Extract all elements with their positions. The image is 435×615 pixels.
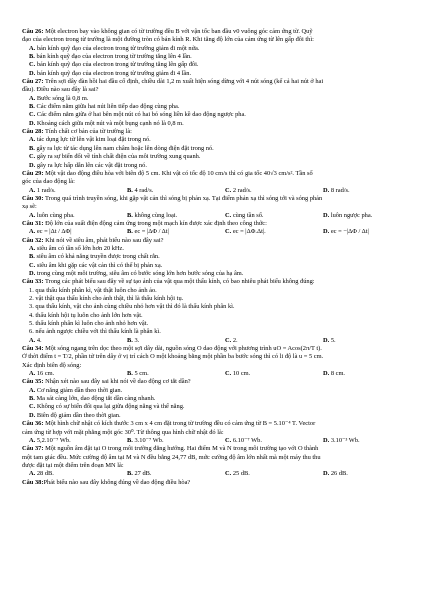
option-letter: A. [29, 44, 36, 52]
option-text: 5 cm. [134, 370, 149, 378]
option-text: 25 dB. [232, 470, 250, 478]
answer-option [22, 320, 421, 328]
option-text: ec = |Δt / ΔΦ| [36, 228, 72, 236]
answer-option [29, 470, 127, 478]
option-letter: D. [323, 336, 330, 344]
answer-option [323, 470, 421, 478]
answer-options-row [22, 437, 421, 445]
option-text: 3.10⁻³ Wb. [330, 436, 360, 444]
question-number: Câu 31: [22, 219, 44, 227]
answer-option [323, 337, 421, 345]
answer-options-row [22, 212, 421, 220]
option-text: 5. thấu kính phân kì luôn cho ảnh nhỏ hơn vật. [29, 320, 149, 328]
question-number: Câu 38: [22, 478, 44, 486]
option-letter: D. [323, 228, 330, 236]
answer-option [225, 212, 323, 220]
answer-option [29, 370, 127, 378]
question-number: Câu 26: [22, 28, 44, 35]
answer-option [22, 262, 421, 270]
answer-option [127, 470, 225, 478]
option-text: gây ra lực hấp dẫn lên các vật đặt trong nó. [35, 161, 147, 169]
option-text: 28 dB. [36, 470, 54, 478]
option-text: Cơ năng giảm dần theo thời gian. [35, 386, 123, 394]
option-text: ec = −|ΔΦ / Δt| [330, 228, 369, 236]
option-text: cùng tần số. [232, 211, 264, 219]
answer-option [22, 103, 421, 111]
question-text: Độ lớn của suất điện động cảm ứng trong một mạch kín được xác định theo công thức: [43, 219, 267, 227]
answer-option [22, 253, 421, 261]
option-text: bán kính quỹ đạo của electron trong từ trường giảm đi một nửa. [35, 44, 200, 52]
answer-option [323, 228, 421, 236]
option-letter: A. [29, 244, 36, 252]
answer-option [29, 228, 127, 236]
option-text: 6.10⁻⁷ Wb. [232, 436, 262, 444]
question-line [22, 378, 421, 386]
option-letter: A. [29, 336, 36, 344]
answer-option [323, 212, 421, 220]
option-letter: C. [29, 61, 36, 69]
question-number: Câu 37: [22, 445, 44, 453]
answer-option [22, 287, 421, 295]
question-number: Câu 34: [22, 345, 44, 353]
answer-option [22, 403, 421, 411]
option-text: bán kính quỹ đạo của electron trong từ trường tăng lên 4 lần. [34, 53, 192, 61]
answer-option [225, 437, 323, 445]
answer-option [22, 270, 421, 278]
answer-option [127, 228, 225, 236]
option-letter: C. [29, 153, 36, 161]
answer-option [323, 187, 421, 195]
option-text: 4. thấu kính hội tụ luôn cho ảnh lớn hơn vật. [29, 311, 143, 319]
option-text: Các điểm nằm giữa hai nút liên tiếp dao động cùng pha. [34, 103, 180, 111]
option-letter: A. [29, 211, 36, 219]
answer-option [22, 70, 421, 78]
option-letter: D. [323, 186, 330, 194]
option-text: gây ra sự biến đổi về tính chất điện của môi trường xung quanh. [35, 153, 201, 161]
option-text: bán kính quỹ đạo của electron trong từ trường tăng lên gấp đôi. [35, 61, 199, 69]
answer-option [323, 437, 421, 445]
answer-option [22, 61, 421, 69]
option-text: 8 rad/s. [330, 186, 350, 194]
option-letter: A. [29, 370, 36, 378]
question-line [22, 237, 421, 245]
answer-option [22, 162, 421, 170]
answer-options-row [22, 187, 421, 195]
option-letter: A. [29, 186, 36, 194]
option-letter: D. [29, 69, 36, 77]
option-text: siêu âm có khả năng truyền được trong chất rắn. [34, 253, 160, 261]
option-letter: B. [29, 53, 35, 61]
option-text: 2. vật thật qua thấu kính cho ảnh thật, thì là thấu kính hội tụ. [29, 295, 184, 302]
option-text: Khoảng cách giữa một nút và một bụng cạnh nó là 0,8 m. [35, 119, 184, 127]
option-text: 3.10⁻⁷ Wb. [134, 436, 164, 444]
option-text: 5. [330, 336, 336, 344]
answer-option [22, 136, 421, 144]
option-letter: A. [29, 436, 36, 444]
answer-option [22, 53, 421, 61]
option-letter: B. [127, 211, 133, 219]
option-letter: A. [29, 228, 36, 236]
option-text: gây ra lực từ tác dụng lên nam châm hoặc lên dòng điện đặt trong nó. [34, 144, 214, 152]
option-text: siêu âm có tần số lớn hơn 20 kHz. [35, 244, 124, 252]
answer-option [29, 437, 127, 445]
option-letter: B. [127, 336, 133, 344]
option-text: 27 dB. [134, 470, 152, 478]
option-letter: A. [29, 136, 36, 144]
question-text: Một electron bay vào không gian có từ trường đều B với vận tốc ban đầu v0 vuông góc cảm ứng từ. Quỹ [43, 28, 313, 35]
option-letter: D. [29, 119, 36, 127]
option-letter: D. [29, 161, 36, 169]
option-letter: C. [225, 186, 232, 194]
answer-option [22, 111, 421, 119]
question-line [22, 479, 421, 487]
answer-option [225, 337, 323, 345]
option-letter: D. [323, 470, 330, 478]
option-letter: B. [29, 144, 35, 152]
option-text: 4. [36, 336, 42, 344]
question-text-line: Xác định biên độ sóng: [22, 361, 82, 369]
option-text: Bước sóng là 0,8 m. [35, 94, 89, 102]
option-text: 26 dB. [330, 470, 348, 478]
answer-option [22, 120, 421, 128]
question-number: Câu 29: [22, 169, 44, 177]
option-letter: D. [323, 211, 330, 219]
question-text: Trong các phát biểu sau đây về sự tạo ảnh của vật qua một thấu kính, có bao nhiêu phát biểu không đúng: [43, 278, 315, 286]
option-letter: B. [29, 395, 35, 403]
option-text: 8 cm. [330, 370, 346, 378]
answer-option [22, 312, 421, 320]
option-text: luôn cùng pha. [36, 211, 75, 219]
option-text: Biên độ giảm dần theo thời gian. [35, 411, 121, 419]
answer-option [323, 370, 421, 378]
option-letter: B. [29, 103, 35, 111]
answer-option [225, 187, 323, 195]
option-text: 16 cm. [36, 370, 55, 378]
answer-option [22, 303, 421, 311]
option-text: không cùng loại. [134, 211, 178, 219]
option-letter: D. [29, 269, 36, 277]
option-letter: B. [29, 253, 35, 261]
question-number: Câu 30: [22, 194, 44, 202]
option-letter: D. [29, 411, 36, 419]
question-line [22, 420, 421, 428]
question-text-line: góc của dao động là: [22, 178, 75, 186]
option-text: 3. [134, 336, 140, 344]
option-text: luôn ngược pha. [330, 211, 373, 219]
option-letter: B. [127, 228, 133, 236]
question-text: Trên sợi dây đàn hồi hai đầu cố định, chiều dài 1,2 m xuất hiện sóng dừng với 4 nút sóng (kể cả hai nút ở hai [43, 78, 324, 86]
option-text: tác dụng lực từ lên vật kim loại đặt trong nó. [35, 136, 151, 144]
option-letter: C. [29, 403, 36, 411]
answer-options-row [22, 470, 421, 478]
answer-option [22, 395, 421, 403]
option-text: trong cùng một môi trường, siêu âm có bước sóng lớn hơn bước sóng của hạ âm. [35, 269, 244, 277]
option-letter: C. [29, 261, 36, 269]
option-text: Các điểm nằm giữa ở hai bên một nút có hai bó sóng liền kề dao động ngược pha. [35, 111, 246, 119]
answer-option [127, 212, 225, 220]
question-number: Câu 33: [22, 278, 44, 286]
option-letter: A. [29, 94, 36, 102]
option-letter: C. [225, 436, 232, 444]
option-letter: B. [127, 436, 133, 444]
option-text: 6. nếu ảnh ngược chiều với thì thấu kính là phân kì. [29, 328, 161, 336]
option-text: 2. [232, 336, 238, 344]
answer-option [127, 337, 225, 345]
question-text: Phát biểu nào sau đây không đúng về dao động điều hòa? [43, 478, 191, 486]
question-number: Câu 32: [22, 236, 44, 244]
question-line [22, 28, 421, 36]
question-number: Câu 27: [22, 78, 44, 86]
answer-option [22, 153, 421, 161]
question-line [22, 128, 421, 136]
option-text: 5,2.10⁻⁷ Wb. [36, 436, 71, 444]
option-letter: B. [127, 370, 133, 378]
question-text-line: xạ sẽ: [22, 203, 37, 211]
option-letter: D. [323, 370, 330, 378]
option-text: 4 rad/s. [134, 186, 154, 194]
answer-option [22, 412, 421, 420]
question-line [22, 345, 421, 353]
answer-option [22, 295, 421, 303]
question-text: Một sóng ngang trên dọc theo một sợi dây dài, nguồn sóng O dao động với phương trình uO = Acos(2π/T t). [43, 345, 322, 353]
option-letter: C. [225, 370, 232, 378]
option-letter: C. [225, 470, 232, 478]
option-text: ec = |ΔΦ.Δt|. [232, 228, 266, 236]
answer-option [22, 387, 421, 395]
answer-option [127, 187, 225, 195]
option-text: siêu âm khi gặp các vật cản thì có thể bị phản xạ. [35, 261, 163, 269]
question-line [22, 445, 421, 453]
option-letter: B. [127, 470, 133, 478]
answer-option [22, 45, 421, 53]
question-text: Một hình chữ nhật có kích thước 3 cm x 4 cm đặt trong từ trường đều có cảm ứng từ B = 5.10⁻⁴ T. Vector [43, 420, 316, 428]
answer-option [127, 437, 225, 445]
answer-option [225, 370, 323, 378]
answer-option [22, 95, 421, 103]
question-text: Tính chất cơ bản của từ trường là: [43, 128, 132, 136]
question-text-line: cảm ứng từ hợp với mặt phẳng một góc 30⁰. Từ thông qua hình chữ nhật đó là: [22, 428, 224, 436]
option-letter: B. [127, 186, 133, 194]
option-letter: A. [29, 470, 36, 478]
option-letter: C. [225, 336, 232, 344]
option-text: 1. qua thấu kính phân kì, vật thật luôn cho ảnh ảo. [29, 286, 157, 294]
question-line [22, 78, 421, 86]
question-text-line: một tam giác đều. Mức cường độ âm tại M và N đều bằng 24,77 dB, mức cường độ âm lớn nhất mà một máy thu thu [22, 453, 321, 461]
question-text: Một vật dao động điều hòa với biên độ 5 cm. Khi vật có tốc độ 10 cm/s thì có gia tốc 40√3 cm/s². Tần số [43, 169, 313, 177]
answer-option [29, 187, 127, 195]
option-text: ec = |ΔΦ / Δt| [134, 228, 169, 236]
question-number: Câu 28: [22, 128, 44, 136]
question-line [22, 170, 421, 178]
answer-option [22, 245, 421, 253]
question-line [22, 278, 421, 286]
answer-option [225, 470, 323, 478]
question-text-line: đạo của electron trong từ trường là một đường tròn có bán kính R. Khi tăng độ lớn của cảm ứng từ lên gấp đôi thì: [22, 36, 314, 44]
question-text: Khi nói về siêu âm, phát biểu nào sau đây sai? [43, 236, 164, 244]
question-number: Câu 36: [22, 420, 44, 428]
question-text-line: được đặt tại một điểm trên đoạn MN là: [22, 461, 124, 469]
answer-option [29, 337, 127, 345]
answer-options-row [22, 337, 421, 345]
option-text: Ma sát càng lớn, dao động tắt dần càng nhanh. [34, 395, 156, 403]
option-text: 10 cm. [232, 370, 251, 378]
option-text: 2 rad/s. [232, 186, 252, 194]
question-text: Một nguồn âm đặt tại O trong môi trường đẳng hướng. Hai điểm M và N trong môi trường tạo với O thành [43, 445, 319, 453]
option-letter: D. [323, 436, 330, 444]
question-text: Trong quá trình truyền sóng, khi gặp vật cản thì sóng bị phản xạ. Tại điểm phản xạ thì sóng tới và sóng phản [43, 194, 323, 202]
question-number: Câu 35: [22, 378, 44, 386]
question-text-line: Ở thời điểm t = T/2, phần tử trên dây ở vị trí cách O một khoảng bằng một phần ba bước sóng thì có li độ là u = 5 cm. [22, 353, 324, 361]
option-letter: A. [29, 386, 36, 394]
question-text: Nhận xét nào sau đây sai khi nói về dao động cơ tắt dần? [43, 378, 191, 386]
answer-options-row [22, 228, 421, 236]
answer-option [22, 328, 421, 336]
option-letter: C. [29, 111, 36, 119]
question-text-line: đầu). Điều nào sau đây là sai? [22, 86, 99, 94]
option-letter: C. [225, 228, 232, 236]
answer-option [127, 370, 225, 378]
option-text: 3. qua thấu kính, vật cho ảnh cùng chiều nhỏ hơn vật thì đó là thấu kính phân kì. [29, 303, 235, 311]
option-letter: C. [225, 211, 232, 219]
answer-options-row [22, 370, 421, 378]
answer-option [29, 212, 127, 220]
option-text: Không có sự biến đổi qua lại giữa động năng và thế năng. [35, 403, 185, 411]
question-line [22, 220, 421, 228]
answer-option [225, 228, 323, 236]
option-text: 1 rad/s. [36, 186, 56, 194]
option-text: bán kính quỹ đạo của electron trong từ trường giảm đi 4 lần. [35, 69, 192, 77]
answer-option [22, 145, 421, 153]
question-line [22, 195, 421, 203]
